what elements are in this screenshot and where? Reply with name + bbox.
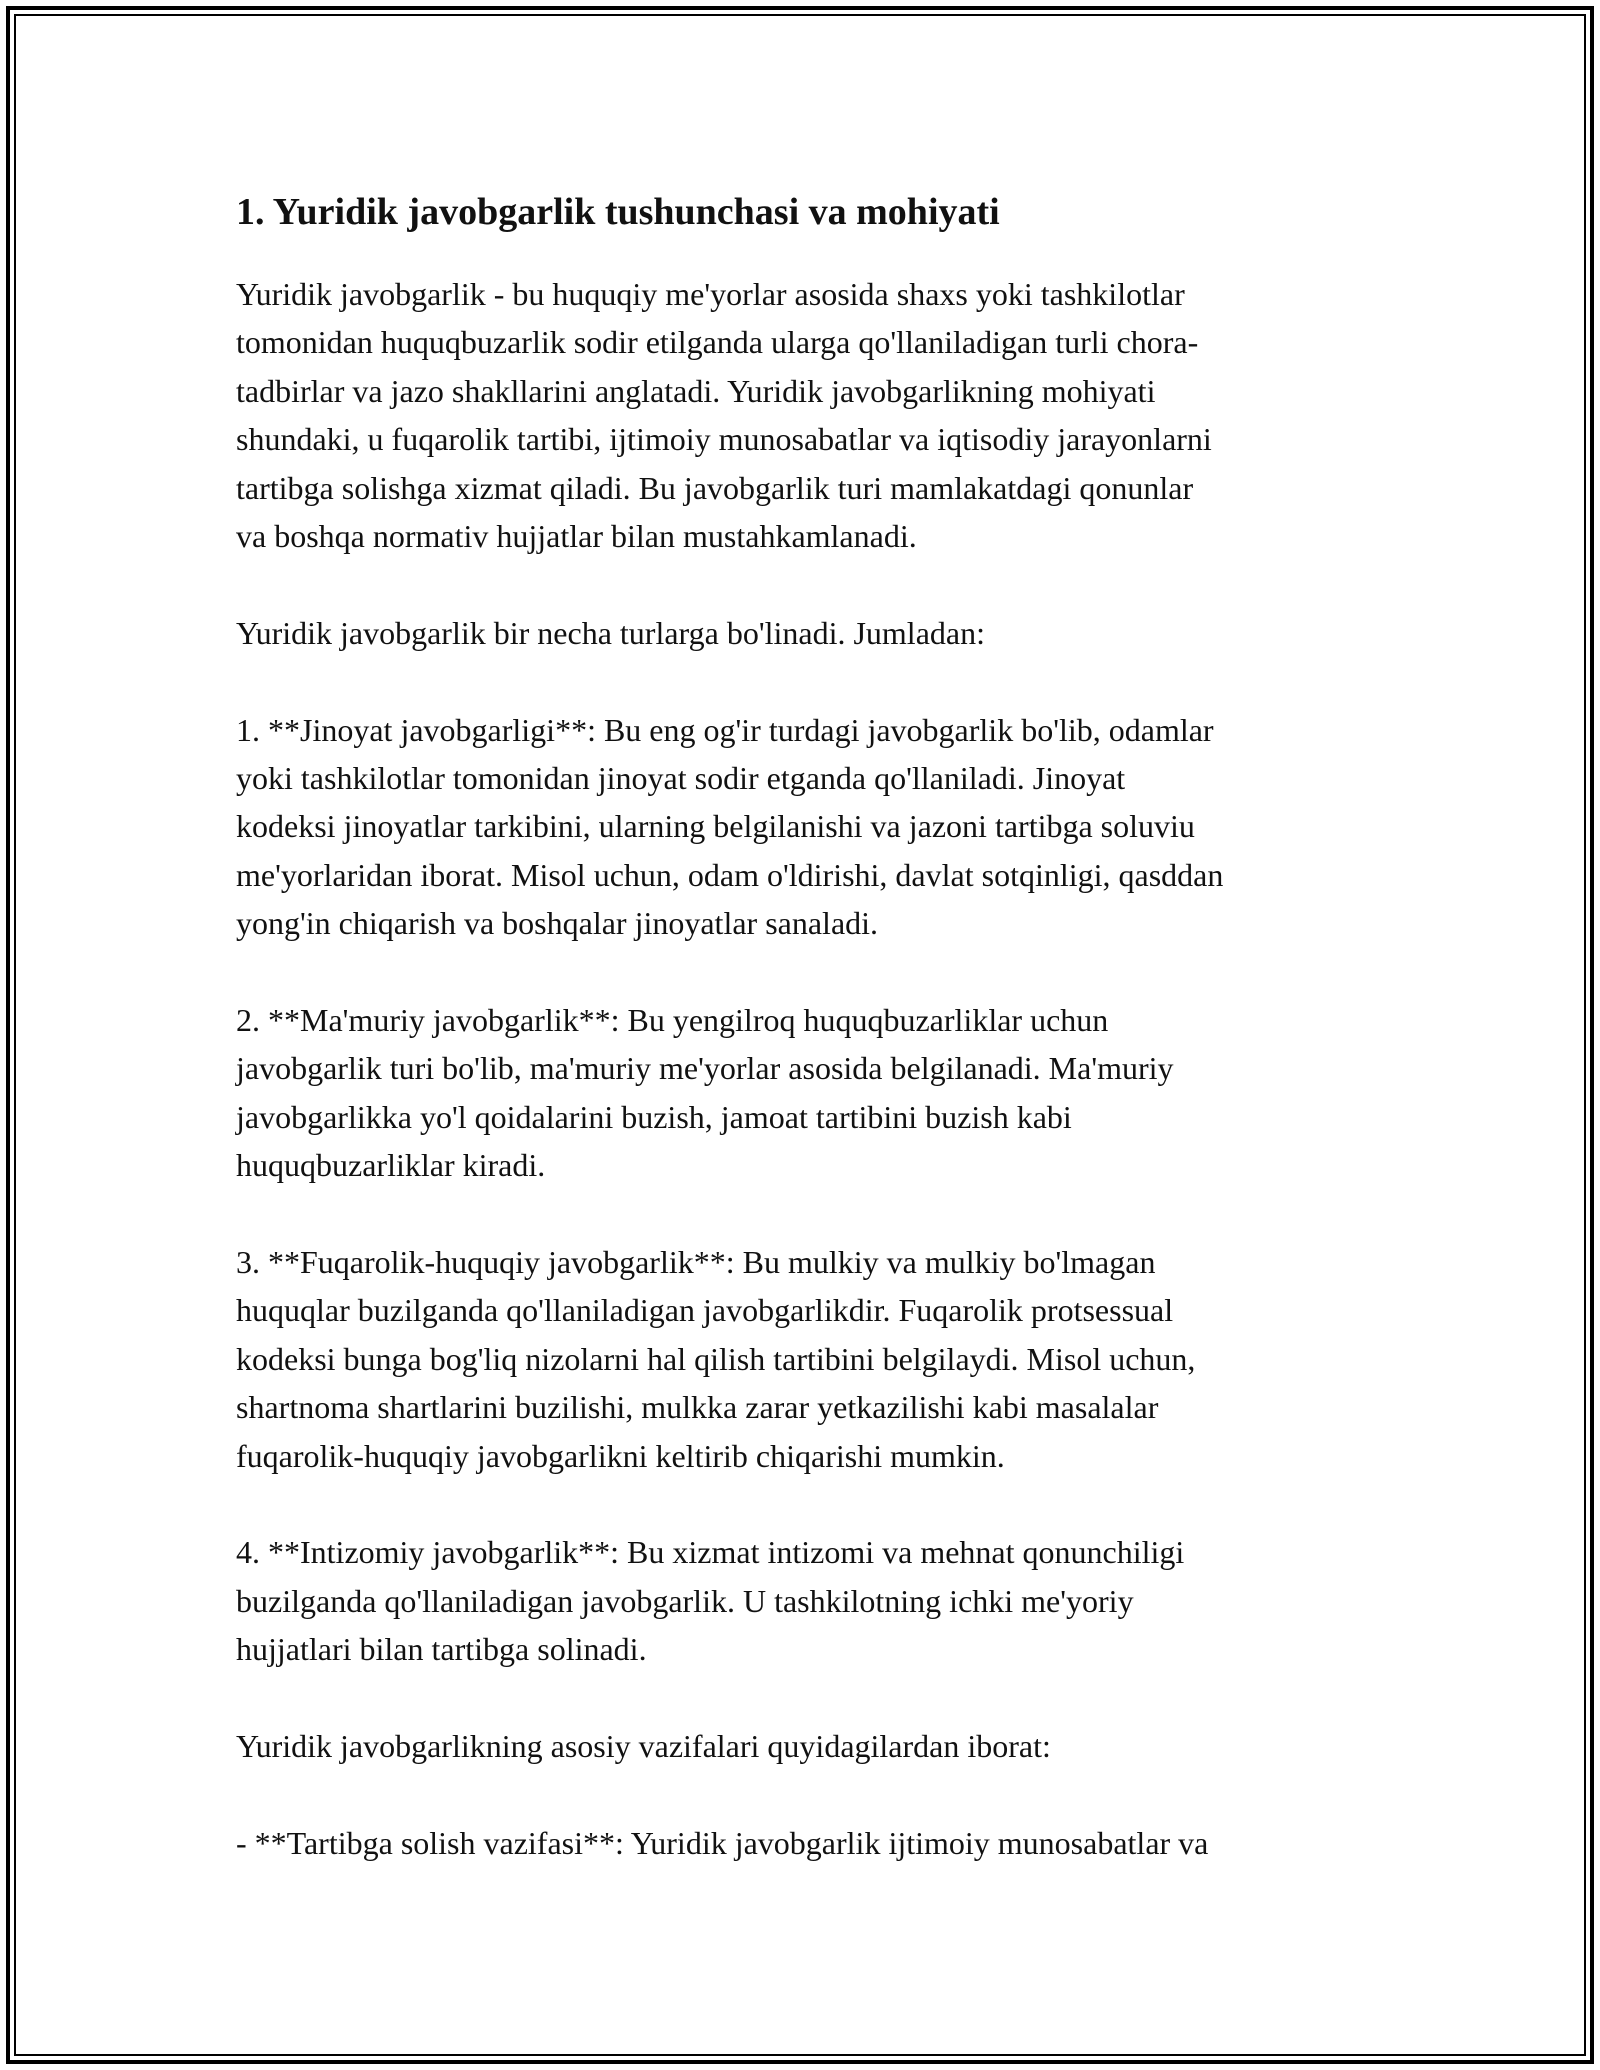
text-line: tartibga solishga xizmat qiladi. Bu javobgarlik turi mamlakatdagi qonunlar	[236, 469, 1194, 506]
document-body	[236, 270, 1386, 1867]
blank-line	[236, 1771, 1386, 1819]
page-title: 1. Yuridik javobgarlik tushunchasi va mohiyati	[236, 191, 1000, 233]
text-line: huquqlar buzilganda qo'llaniladigan javobgarlikdir. Fuqarolik protsessual	[236, 1292, 1174, 1329]
text-line: Yuridik javobgarlikning asosiy vazifalari quyidagilardan iborat:	[236, 1728, 1051, 1765]
text-line: - **Tartibga solish vazifasi**: Yuridik javobgarlik ijtimoiy munosabatlar va	[236, 1824, 1209, 1861]
blank-line	[236, 1674, 1386, 1722]
text-line: yong'in chiqarish va boshqalar jinoyatlar sanaladi.	[236, 905, 879, 942]
blank-line	[236, 1480, 1386, 1528]
text-line: yoki tashkilotlar tomonidan jinoyat sodir etganda qo'llaniladi. Jinoyat	[236, 760, 1126, 797]
blank-line	[236, 560, 1386, 608]
text-line: Yuridik javobgarlik - bu huquqiy me'yorlar asosida shaxs yoki tashkilotlar	[236, 276, 1185, 312]
text-line: buzilganda qo'llaniladigan javobgarlik. U tashkilotning ichki me'yoriy	[236, 1582, 1134, 1619]
text-line: 1. **Jinoyat javobgarligi**: Bu eng og'ir turdagi javobgarlik bo'lib, odamlar	[236, 711, 1214, 748]
text-line: tadbirlar va jazo shakllarini anglatadi. Yuridik javobgarlikning mohiyati	[236, 372, 1156, 409]
text-line: va boshqa normativ hujjatlar bilan mustahkamlanadi.	[236, 518, 917, 555]
text-line: 3. **Fuqarolik-huquqiy javobgarlik**: Bu mulkiy va mulkiy bo'lmagan	[236, 1244, 1156, 1281]
text-line: huquqbuzarliklar kiradi.	[236, 1147, 546, 1184]
blank-line	[236, 948, 1386, 996]
text-line: shartnoma shartlarini buzilishi, mulkka zarar yetkazilishi kabi masalalar	[236, 1389, 1159, 1426]
text-line: fuqarolik-huquqiy javobgarlikni keltirib chiqarishi mumkin.	[236, 1437, 1005, 1474]
text-line: 4. **Intizomiy javobgarlik**: Bu xizmat intizomi va mehnat qonunchiligi	[236, 1534, 1185, 1571]
text-line: me'yorlaridan iborat. Misol uchun, odam o'ldirishi, davlat sotqinligi, qasddan	[236, 856, 1224, 893]
text-line: 2. **Ma'muriy javobgarlik**: Bu yengilroq huquqbuzarliklar uchun	[236, 1002, 1109, 1039]
text-line: hujjatlari bilan tartibga solinadi.	[236, 1631, 647, 1668]
blank-line	[236, 1190, 1386, 1238]
text-line: kodeksi jinoyatlar tarkibini, ularning belgilanishi va jazoni tartibga soluviu	[236, 808, 1195, 845]
text-line: shundaki, u fuqarolik tartibi, ijtimoiy munosabatlar va iqtisodiy jarayonlarni	[236, 421, 1212, 458]
document-page	[236, 188, 1386, 1867]
text-line: javobgarlikka yo'l qoidalarini buzish, jamoat tartibini buzish kabi	[236, 1098, 1072, 1135]
text-line: tomonidan huquqbuzarlik sodir etilganda ularga qo'llaniladigan turli chora-	[236, 324, 1199, 361]
text-line: Yuridik javobgarlik bir necha turlarga bo'linadi. Jumladan:	[236, 614, 985, 651]
text-line: javobgarlik turi bo'lib, ma'muriy me'yorlar asosida belgilanadi. Ma'muriy	[236, 1050, 1174, 1087]
blank-line	[236, 657, 1386, 705]
text-line: kodeksi bunga bog'liq nizolarni hal qilish tartibini belgilaydi. Misol uchun,	[236, 1340, 1196, 1377]
